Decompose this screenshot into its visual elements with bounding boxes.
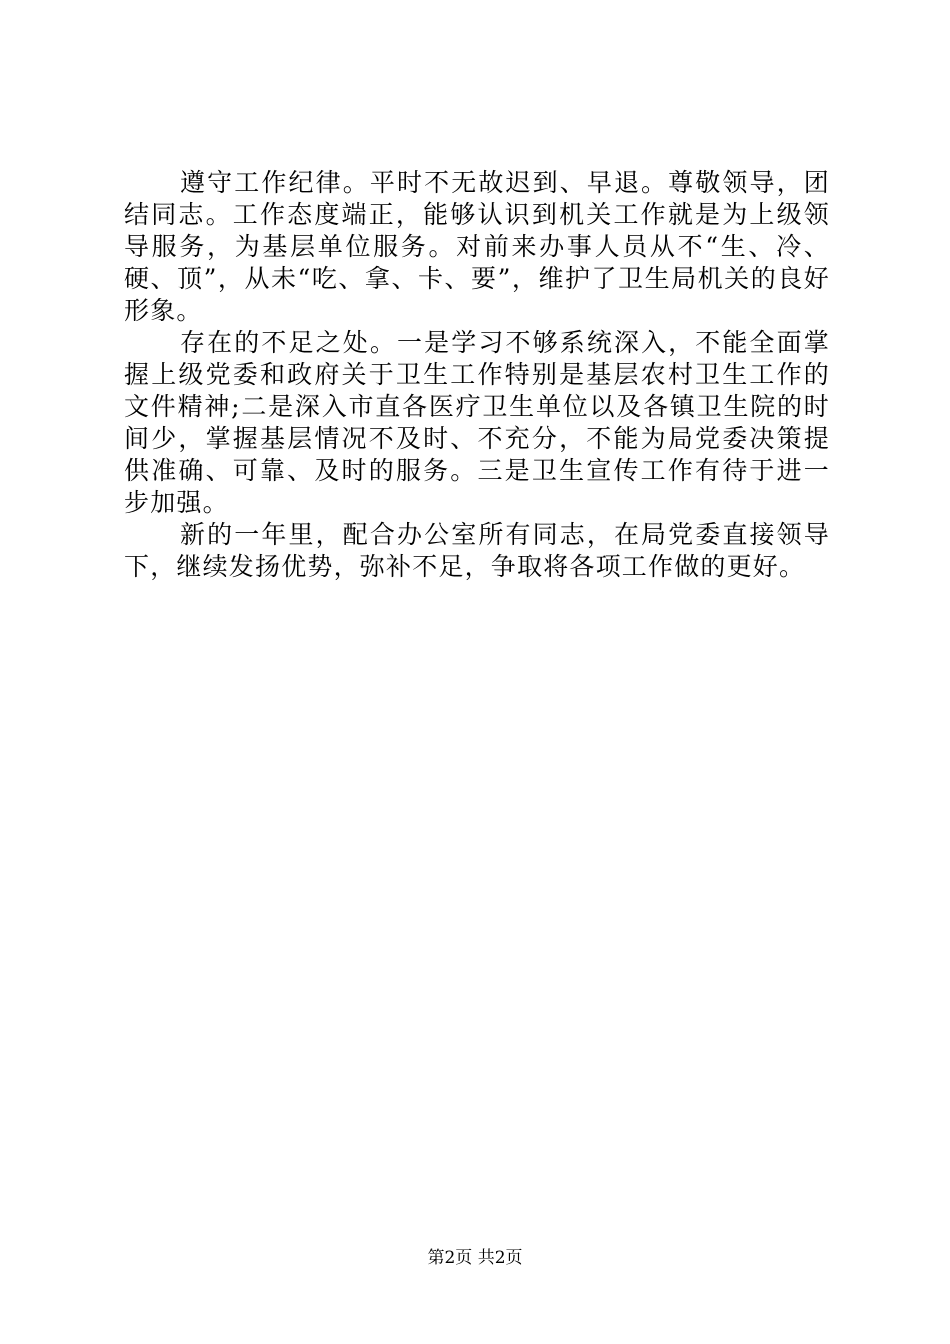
paragraph-new-year: 新的一年里，配合办公室所有同志，在局党委直接领导下，继续发扬优势，弥补不足，争取将各项工作做的更好。 xyxy=(124,520,830,581)
paragraph-shortcomings: 存在的不足之处。一是学习不够系统深入，不能全面掌握上级党委和政府关于卫生工作特别是基层农村卫生工作的文件精神;二是深入市直各医疗卫生单位以及各镇卫生院的时间少，掌握基层情况不及时、不充分，不能为局党委决策提供准确、可靠、及时的服务。三是卫生宣传工作有待于进一步加强。 xyxy=(124,328,830,517)
page-footer: 第2页 共2页 xyxy=(427,1248,523,1268)
document-body xyxy=(124,167,830,583)
paragraph-work-discipline: 遵守工作纪律。平时不无故迟到、早退。尊敬领导，团结同志。工作态度端正，能够认识到机关工作就是为上级领导服务，为基层单位服务。对前来办事人员从不“生、冷、硬、顶”，从未“吃、拿、卡、要”，维护了卫生局机关的良好形象。 xyxy=(124,168,830,325)
